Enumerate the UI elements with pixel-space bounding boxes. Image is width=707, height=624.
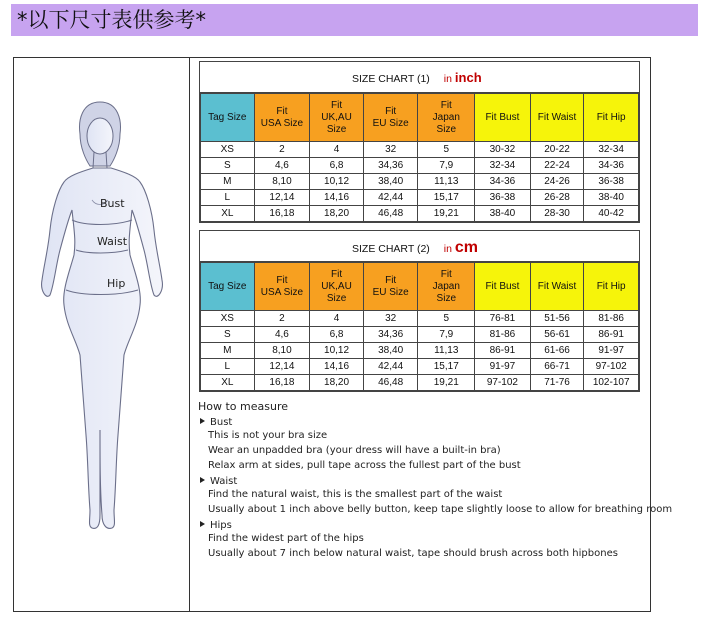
table-cell: 38-40 xyxy=(475,206,531,222)
header-row xyxy=(201,263,639,311)
tag-size-cell: XL xyxy=(201,206,255,222)
table-cell: 40-42 xyxy=(584,206,639,222)
col-tag-size: Tag Size xyxy=(201,263,255,311)
table-cell: 19,21 xyxy=(418,375,475,391)
how-to-measure xyxy=(198,400,673,561)
table-cell: 46,48 xyxy=(363,206,418,222)
table-cell: 4 xyxy=(310,142,364,158)
table-cell: 11,13 xyxy=(418,174,475,190)
howto-line: Usually about 1 inch above belly button, keep tape slightly loose to allow for breathing room xyxy=(208,504,673,515)
howto-section-title xyxy=(198,417,648,428)
table-cell: 6,8 xyxy=(310,327,364,343)
table-cell: 12,14 xyxy=(254,190,310,206)
table-cell: 38,40 xyxy=(363,343,418,359)
table-cell: 18,20 xyxy=(310,206,364,222)
tag-size-cell: XS xyxy=(201,311,255,327)
howto-section-title-text: Bust xyxy=(210,417,233,428)
table-cell: 19,21 xyxy=(418,206,475,222)
table-cell: 2 xyxy=(254,142,310,158)
triangle-bullet-icon xyxy=(200,418,205,424)
table-cell: 5 xyxy=(418,142,475,158)
table-cell: 91-97 xyxy=(475,359,531,375)
table-cell: 46,48 xyxy=(363,375,418,391)
table-row xyxy=(201,142,639,158)
body-outline-illustration xyxy=(20,90,180,550)
table-cell: 86-91 xyxy=(584,327,639,343)
table-row xyxy=(201,327,639,343)
unit-label: inch xyxy=(454,70,482,85)
table-cell: 22-24 xyxy=(530,158,584,174)
table-cell: 81-86 xyxy=(584,311,639,327)
tag-size-cell: XL xyxy=(201,375,255,391)
tag-size-cell: M xyxy=(201,343,255,359)
howto-section xyxy=(198,520,648,561)
table-cell: 76-81 xyxy=(475,311,531,327)
triangle-bullet-icon xyxy=(200,521,205,527)
size-table xyxy=(200,93,639,222)
table-cell: 61-66 xyxy=(530,343,584,359)
size-chart-cm xyxy=(199,230,640,392)
table-cell: 4,6 xyxy=(254,327,310,343)
table-cell: 15,17 xyxy=(418,190,475,206)
howto-heading: How to measure xyxy=(198,400,289,413)
table-row xyxy=(201,343,639,359)
frame-divider xyxy=(189,57,190,612)
table-cell: 8,10 xyxy=(254,343,310,359)
table-cell: 38-40 xyxy=(584,190,639,206)
table-cell: 14,16 xyxy=(310,190,364,206)
unit-prefix: in xyxy=(443,73,452,85)
col-fit-bust: Fit Bust xyxy=(475,94,531,142)
howto-section-title-text: Hips xyxy=(210,520,232,531)
table-row xyxy=(201,174,639,190)
howto-line: This is not your bra size xyxy=(208,430,328,441)
chart-title xyxy=(352,239,478,257)
table-cell: 81-86 xyxy=(475,327,531,343)
tag-size-cell: S xyxy=(201,158,255,174)
table-cell: 36-38 xyxy=(584,174,639,190)
unit-prefix: in xyxy=(443,243,452,255)
col-usa-size: Fit USA Size xyxy=(254,263,310,311)
table-cell: 32 xyxy=(363,142,418,158)
col-ukau-size: Fit UK,AU Size xyxy=(310,263,364,311)
table-cell: 28-30 xyxy=(530,206,584,222)
col-fit-waist: Fit Waist xyxy=(530,263,584,311)
table-cell: 56-61 xyxy=(530,327,584,343)
table-cell: 97-102 xyxy=(584,359,639,375)
table-cell: 102-107 xyxy=(584,375,639,391)
table-cell: 15,17 xyxy=(418,359,475,375)
table-cell: 36-38 xyxy=(475,190,531,206)
chart-title-row xyxy=(200,231,639,262)
table-row xyxy=(201,158,639,174)
chart-title xyxy=(352,70,482,85)
table-cell: 34,36 xyxy=(363,327,418,343)
col-tag-size: Tag Size xyxy=(201,94,255,142)
table-cell: 26-28 xyxy=(530,190,584,206)
col-fit-hip: Fit Hip xyxy=(584,94,639,142)
table-cell: 24-26 xyxy=(530,174,584,190)
table-cell: 12,14 xyxy=(254,359,310,375)
tag-size-cell: L xyxy=(201,359,255,375)
col-usa-size: Fit USA Size xyxy=(254,94,310,142)
table-cell: 10,12 xyxy=(310,174,364,190)
tag-size-cell: L xyxy=(201,190,255,206)
table-cell: 66-71 xyxy=(530,359,584,375)
table-cell: 71-76 xyxy=(530,375,584,391)
table-cell: 51-56 xyxy=(530,311,584,327)
table-cell: 16,18 xyxy=(254,206,310,222)
howto-section-title-text: Waist xyxy=(210,476,238,487)
table-cell: 4,6 xyxy=(254,158,310,174)
table-cell: 7,9 xyxy=(418,327,475,343)
col-japan-size: Fit Japan Size xyxy=(418,263,475,311)
col-ukau-size: Fit UK,AU Size xyxy=(310,94,364,142)
col-fit-waist: Fit Waist xyxy=(530,94,584,142)
unit-label: cm xyxy=(454,239,479,256)
chart-title-text: SIZE CHART (2) xyxy=(352,243,430,255)
waist-label: Waist xyxy=(97,235,128,248)
howto-section-title xyxy=(198,520,648,531)
header-banner xyxy=(11,4,698,36)
table-cell: 2 xyxy=(254,311,310,327)
chart-title-text: SIZE CHART (1) xyxy=(352,73,430,85)
col-fit-bust: Fit Bust xyxy=(475,263,531,311)
table-cell: 20-22 xyxy=(530,142,584,158)
table-cell: 32-34 xyxy=(475,158,531,174)
tag-size-cell: M xyxy=(201,174,255,190)
howto-section-title xyxy=(198,476,648,487)
size-chart-inch xyxy=(199,61,640,223)
table-row xyxy=(201,359,639,375)
tag-size-cell: S xyxy=(201,327,255,343)
table-cell: 16,18 xyxy=(254,375,310,391)
triangle-bullet-icon xyxy=(200,477,205,483)
table-cell: 42,44 xyxy=(363,359,418,375)
table-cell: 34,36 xyxy=(363,158,418,174)
table-cell: 18,20 xyxy=(310,375,364,391)
header-row xyxy=(201,94,639,142)
table-cell: 86-91 xyxy=(475,343,531,359)
col-eu-size: Fit EU Size xyxy=(363,263,418,311)
howto-section xyxy=(198,417,648,473)
table-cell: 34-36 xyxy=(584,158,639,174)
table-cell: 30-32 xyxy=(475,142,531,158)
table-cell: 7,9 xyxy=(418,158,475,174)
table-cell: 11,13 xyxy=(418,343,475,359)
table-row xyxy=(201,206,639,222)
howto-line: Find the natural waist, this is the smallest part of the waist xyxy=(208,489,503,500)
table-cell: 42,44 xyxy=(363,190,418,206)
table-cell: 97-102 xyxy=(475,375,531,391)
bust-label: Bust xyxy=(100,197,125,210)
table-cell: 6,8 xyxy=(310,158,364,174)
howto-line: Usually about 7 inch below natural waist, tape should brush across both hipbones xyxy=(208,548,618,559)
table-cell: 38,40 xyxy=(363,174,418,190)
table-cell: 10,12 xyxy=(310,343,364,359)
col-japan-size: Fit Japan Size xyxy=(418,94,475,142)
col-eu-size: Fit EU Size xyxy=(363,94,418,142)
table-row xyxy=(201,311,639,327)
howto-line: Wear an unpadded bra (your dress will have a built-in bra) xyxy=(208,445,501,456)
table-cell: 4 xyxy=(310,311,364,327)
body-figure xyxy=(20,90,180,550)
tag-size-cell: XS xyxy=(201,142,255,158)
table-cell: 32-34 xyxy=(584,142,639,158)
table-cell: 34-36 xyxy=(475,174,531,190)
table-cell: 8,10 xyxy=(254,174,310,190)
table-cell: 32 xyxy=(363,311,418,327)
table-cell: 5 xyxy=(418,311,475,327)
banner-text: *以下尺寸表供参考* xyxy=(17,8,206,32)
table-cell: 14,16 xyxy=(310,359,364,375)
table-row xyxy=(201,375,639,391)
howto-line: Relax arm at sides, pull tape across the fullest part of the bust xyxy=(208,460,521,471)
table-cell: 91-97 xyxy=(584,343,639,359)
howto-section xyxy=(198,476,673,517)
hip-label: Hip xyxy=(107,277,126,290)
howto-sections xyxy=(198,417,673,561)
size-table xyxy=(200,262,639,391)
col-fit-hip: Fit Hip xyxy=(584,263,639,311)
table-row xyxy=(201,190,639,206)
howto-line: Find the widest part of the hips xyxy=(208,533,364,544)
chart-title-row xyxy=(200,62,639,93)
